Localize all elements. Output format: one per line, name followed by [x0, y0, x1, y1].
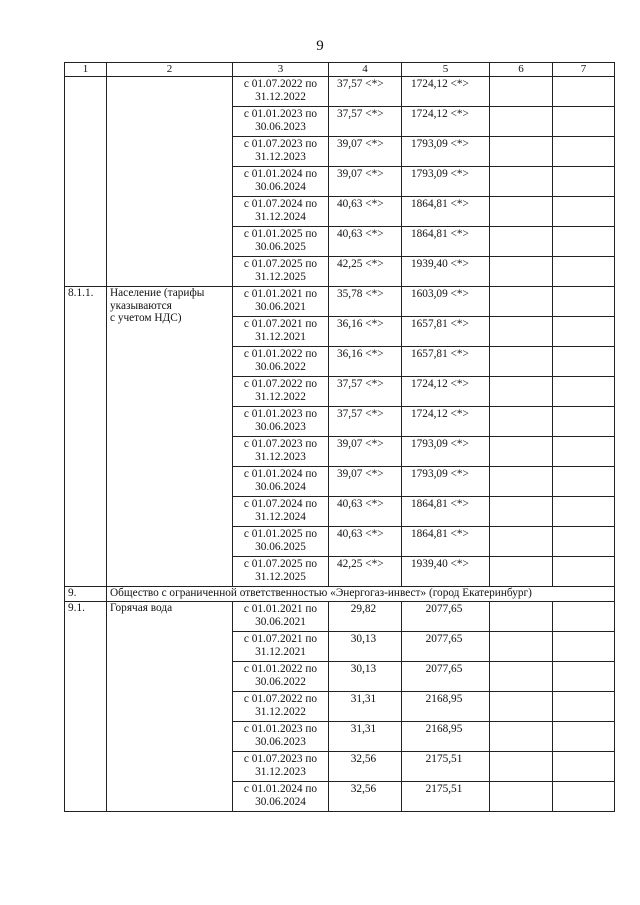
empty-cell [553, 782, 615, 812]
empty-cell [490, 257, 553, 287]
empty-cell [490, 407, 553, 437]
row-name-cell [107, 287, 233, 587]
rate-value-cell: 2175,51 [402, 752, 490, 782]
period-end: 30.06.2025 [255, 540, 306, 553]
period-start: с 01.07.2022 по [243, 378, 318, 390]
period-start: с 01.07.2024 по [243, 498, 318, 510]
period-cell [233, 782, 329, 812]
rate-value-cell: 1603,09 <*> [402, 287, 490, 317]
empty-cell [553, 692, 615, 722]
period-end: 30.06.2021 [255, 615, 306, 628]
empty-cell [490, 167, 553, 197]
period-cell [233, 752, 329, 782]
period-end: 30.06.2022 [255, 360, 306, 373]
row-name-line: Население (тарифы [110, 287, 205, 299]
period-cell [233, 377, 329, 407]
empty-cell [553, 437, 615, 467]
rate-value-cell: 39,07 <*> [329, 137, 402, 167]
empty-cell [553, 107, 615, 137]
period-cell [233, 107, 329, 137]
period-start: с 01.01.2021 по [243, 603, 318, 615]
period-start: с 01.01.2024 по [243, 168, 318, 180]
period-cell [233, 632, 329, 662]
empty-cell [553, 347, 615, 377]
period-cell [233, 197, 329, 227]
rate-value-cell: 1793,09 <*> [402, 167, 490, 197]
table-row [65, 602, 615, 632]
period-cell [233, 497, 329, 527]
empty-cell [553, 257, 615, 287]
empty-cell [553, 527, 615, 557]
rate-value-cell: 1793,09 <*> [402, 137, 490, 167]
column-header: 1 [65, 63, 107, 77]
rate-value-cell: 37,57 <*> [329, 407, 402, 437]
period-start: с 01.01.2024 по [243, 468, 318, 480]
period-start: с 01.07.2021 по [243, 633, 318, 645]
rate-value-cell: 1657,81 <*> [402, 347, 490, 377]
rate-value-cell: 37,57 <*> [329, 377, 402, 407]
rate-value-cell: 39,07 <*> [329, 467, 402, 497]
column-header: 5 [402, 63, 490, 77]
empty-cell [553, 722, 615, 752]
rate-value-cell: 2077,65 [402, 662, 490, 692]
period-start: с 01.01.2023 по [243, 723, 318, 735]
empty-cell [490, 77, 553, 107]
rate-value-cell: 40,63 <*> [329, 497, 402, 527]
rate-value-cell: 40,63 <*> [329, 527, 402, 557]
period-cell [233, 137, 329, 167]
rate-value-cell: 39,07 <*> [329, 167, 402, 197]
period-end: 31.12.2023 [255, 450, 306, 463]
rate-value-cell: 42,25 <*> [329, 257, 402, 287]
empty-cell [490, 437, 553, 467]
period-start: с 01.01.2023 по [243, 408, 318, 420]
row-name-line: Горячая вода [110, 602, 173, 614]
rate-value-cell: 29,82 [329, 602, 402, 632]
rate-value-cell: 40,63 <*> [329, 197, 402, 227]
period-end: 31.12.2022 [255, 705, 306, 718]
period-start: с 01.07.2023 по [243, 753, 318, 765]
rate-value-cell: 2175,51 [402, 782, 490, 812]
rate-value-cell: 36,16 <*> [329, 347, 402, 377]
empty-cell [490, 107, 553, 137]
row-name-line: с учетом НДС) [110, 312, 182, 325]
column-header: 3 [233, 63, 329, 77]
rate-value-cell: 31,31 [329, 692, 402, 722]
period-cell [233, 287, 329, 317]
empty-cell [490, 722, 553, 752]
empty-cell [490, 287, 553, 317]
period-cell [233, 467, 329, 497]
column-header: 4 [329, 63, 402, 77]
rate-value-cell: 35,78 <*> [329, 287, 402, 317]
period-cell [233, 77, 329, 107]
period-start: с 01.01.2025 по [243, 228, 318, 240]
empty-cell [490, 692, 553, 722]
empty-cell [490, 317, 553, 347]
empty-cell [553, 557, 615, 587]
period-cell [233, 257, 329, 287]
empty-cell [490, 197, 553, 227]
period-cell [233, 347, 329, 377]
period-start: с 01.07.2025 по [243, 558, 318, 570]
period-cell [233, 407, 329, 437]
period-end: 30.06.2024 [255, 795, 306, 808]
column-header: 7 [553, 63, 615, 77]
empty-cell [490, 557, 553, 587]
table-row [65, 287, 615, 317]
empty-cell [553, 497, 615, 527]
period-start: с 01.07.2022 по [243, 78, 318, 90]
period-cell [233, 317, 329, 347]
empty-cell [553, 602, 615, 632]
rate-value-cell: 1793,09 <*> [402, 467, 490, 497]
rate-value-cell: 1724,12 <*> [402, 407, 490, 437]
rate-value-cell: 32,56 [329, 752, 402, 782]
rate-value-cell: 1864,81 <*> [402, 527, 490, 557]
rate-value-cell: 1939,40 <*> [402, 557, 490, 587]
rate-value-cell: 30,13 [329, 662, 402, 692]
period-end: 31.12.2025 [255, 570, 306, 583]
period-start: с 01.01.2022 по [243, 663, 318, 675]
period-end: 30.06.2023 [255, 735, 306, 748]
empty-cell [490, 377, 553, 407]
rate-value-cell: 1793,09 <*> [402, 437, 490, 467]
period-start: с 01.07.2023 по [243, 138, 318, 150]
rate-value-cell: 1724,12 <*> [402, 107, 490, 137]
rate-value-cell: 1864,81 <*> [402, 497, 490, 527]
period-start: с 01.01.2024 по [243, 783, 318, 795]
rate-value-cell: 1724,12 <*> [402, 377, 490, 407]
rate-value-cell: 37,57 <*> [329, 77, 402, 107]
period-cell [233, 557, 329, 587]
period-end: 31.12.2021 [255, 645, 306, 658]
period-end: 31.12.2022 [255, 390, 306, 403]
section-title: Общество с ограниченной ответственностью «Энергогаз-инвест» (город Екатеринбург) [107, 587, 615, 602]
rate-value-cell: 1724,12 <*> [402, 77, 490, 107]
row-name-line: указываются [110, 299, 172, 312]
period-end: 30.06.2024 [255, 180, 306, 193]
rate-value-cell: 36,16 <*> [329, 317, 402, 347]
rate-value-cell: 2168,95 [402, 722, 490, 752]
period-end: 31.12.2021 [255, 330, 306, 343]
period-end: 30.06.2024 [255, 480, 306, 493]
period-start: с 01.07.2021 по [243, 318, 318, 330]
row-name-cell [107, 602, 233, 812]
period-end: 31.12.2025 [255, 270, 306, 283]
period-cell [233, 692, 329, 722]
period-end: 30.06.2023 [255, 120, 306, 133]
empty-cell [553, 227, 615, 257]
period-start: с 01.01.2025 по [243, 528, 318, 540]
row-number: 8.1.1. [68, 287, 94, 299]
section-row [65, 587, 615, 602]
row-number-cell [65, 287, 107, 587]
empty-cell [553, 377, 615, 407]
period-end: 31.12.2023 [255, 765, 306, 778]
period-end: 30.06.2023 [255, 420, 306, 433]
period-end: 30.06.2022 [255, 675, 306, 688]
period-end: 31.12.2023 [255, 150, 306, 163]
period-start: с 01.07.2024 по [243, 198, 318, 210]
period-cell [233, 527, 329, 557]
empty-cell [490, 227, 553, 257]
page-number: 9 [316, 38, 324, 54]
empty-cell [553, 407, 615, 437]
column-header: 6 [490, 63, 553, 77]
period-end: 31.12.2024 [255, 210, 306, 223]
empty-cell [553, 77, 615, 107]
row-number: 9.1. [68, 602, 85, 614]
rate-value-cell: 30,13 [329, 632, 402, 662]
period-start: с 01.01.2021 по [243, 288, 318, 300]
column-header: 2 [107, 63, 233, 77]
period-cell [233, 722, 329, 752]
period-end: 30.06.2025 [255, 240, 306, 253]
rate-value-cell: 1864,81 <*> [402, 197, 490, 227]
empty-cell [490, 602, 553, 632]
rate-value-cell: 1864,81 <*> [402, 227, 490, 257]
empty-cell [490, 467, 553, 497]
empty-cell [553, 632, 615, 662]
empty-cell [553, 167, 615, 197]
period-start: с 01.01.2022 по [243, 348, 318, 360]
rate-value-cell: 31,31 [329, 722, 402, 752]
empty-cell [553, 752, 615, 782]
section-number: 9. [65, 587, 107, 602]
column-header-row [65, 63, 615, 77]
rate-value-cell: 2077,65 [402, 602, 490, 632]
empty-cell [553, 137, 615, 167]
empty-cell [553, 662, 615, 692]
empty-cell [490, 527, 553, 557]
empty-cell [490, 662, 553, 692]
empty-cell [490, 497, 553, 527]
rate-value-cell: 37,57 <*> [329, 107, 402, 137]
empty-cell [553, 287, 615, 317]
empty-cell [490, 137, 553, 167]
period-cell [233, 437, 329, 467]
period-cell [233, 227, 329, 257]
empty-cell [490, 632, 553, 662]
empty-cell [553, 197, 615, 227]
period-start: с 01.07.2023 по [243, 438, 318, 450]
empty-cell [490, 347, 553, 377]
rate-value-cell: 1657,81 <*> [402, 317, 490, 347]
period-end: 31.12.2024 [255, 510, 306, 523]
period-end: 31.12.2022 [255, 90, 306, 103]
period-cell [233, 167, 329, 197]
table-row [65, 77, 615, 107]
rate-value-cell: 40,63 <*> [329, 227, 402, 257]
period-cell [233, 602, 329, 632]
period-cell [233, 662, 329, 692]
empty-cell [490, 752, 553, 782]
row-name-cell [107, 77, 233, 287]
row-number-cell [65, 602, 107, 812]
rate-value-cell: 2168,95 [402, 692, 490, 722]
rate-value-cell: 2077,65 [402, 632, 490, 662]
rate-value-cell: 1939,40 <*> [402, 257, 490, 287]
period-end: 30.06.2021 [255, 300, 306, 313]
empty-cell [553, 317, 615, 347]
period-start: с 01.01.2023 по [243, 108, 318, 120]
rate-value-cell: 32,56 [329, 782, 402, 812]
rate-value-cell: 42,25 <*> [329, 557, 402, 587]
rate-value-cell: 39,07 <*> [329, 437, 402, 467]
tariff-table [64, 62, 615, 812]
empty-cell [490, 782, 553, 812]
period-start: с 01.07.2025 по [243, 258, 318, 270]
empty-cell [553, 467, 615, 497]
period-start: с 01.07.2022 по [243, 693, 318, 705]
row-number-cell [65, 77, 107, 287]
